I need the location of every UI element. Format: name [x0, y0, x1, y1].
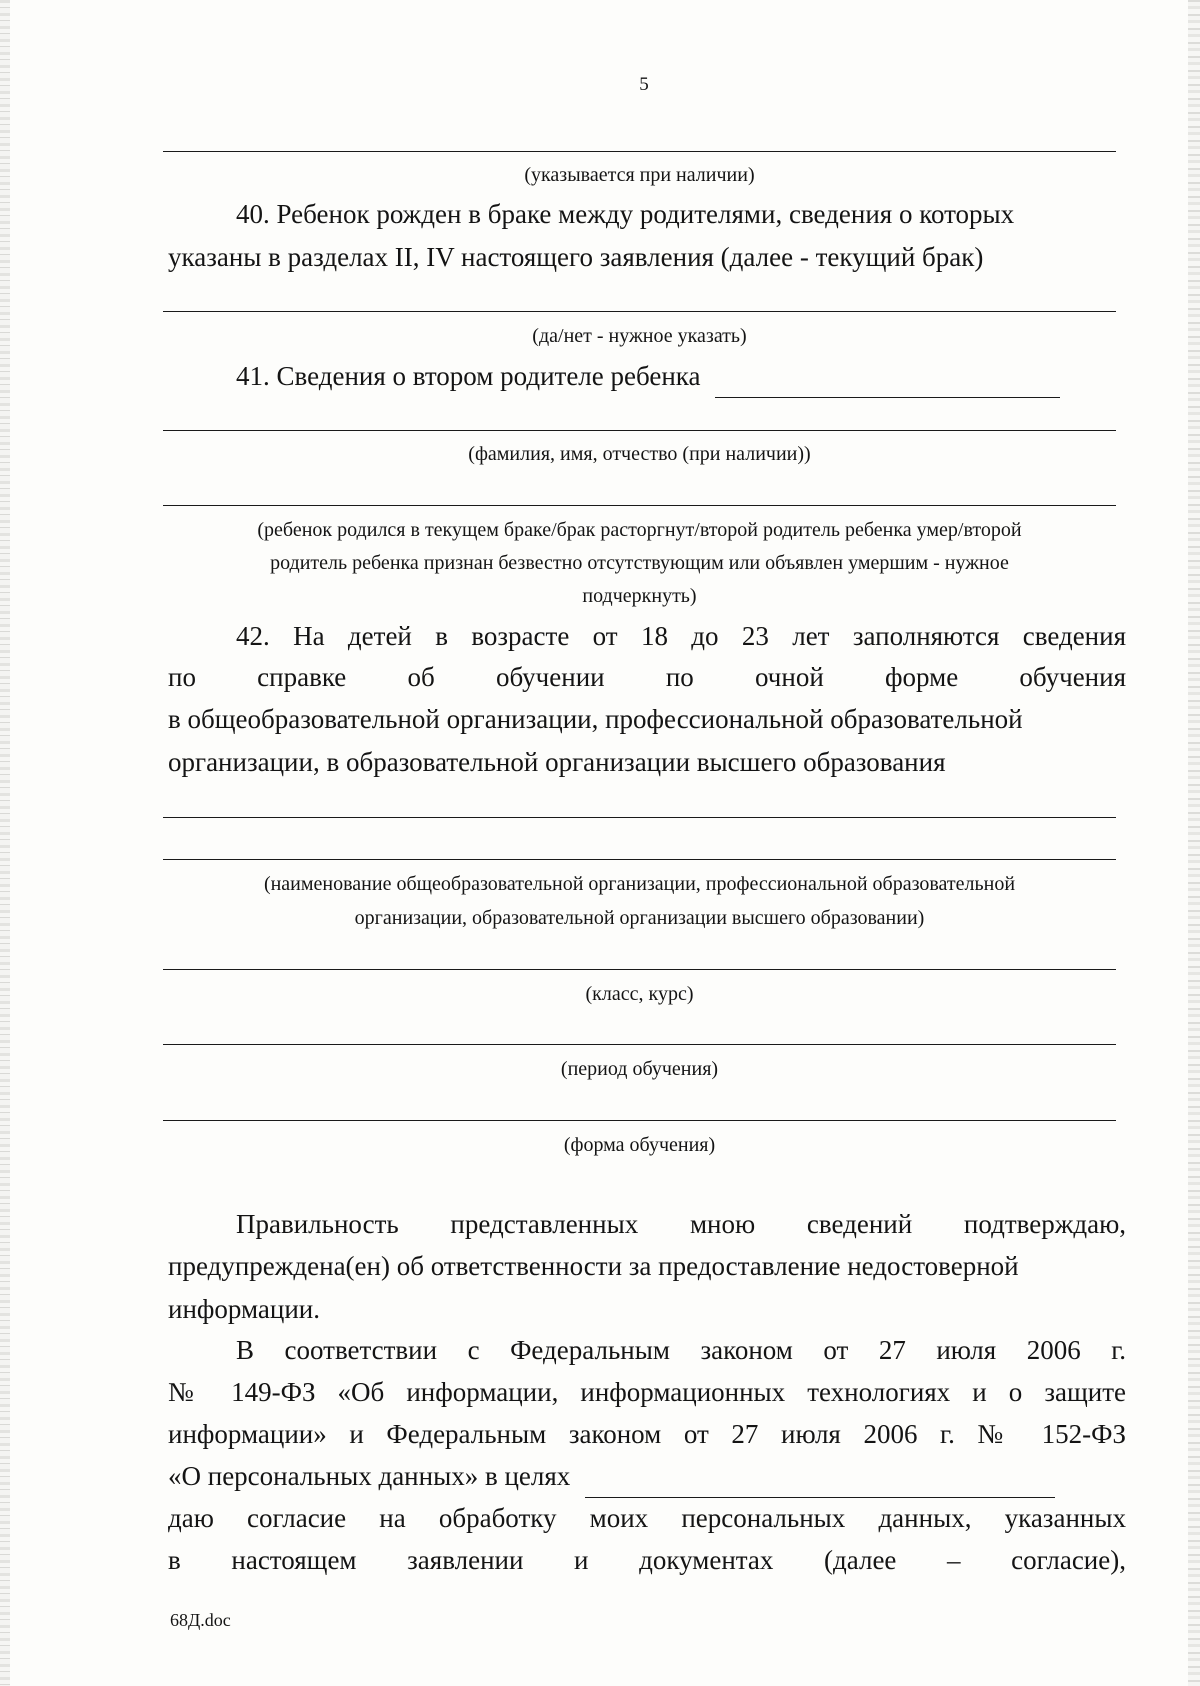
item-42-line-4: организации, в образовательной организации высшего образования [168, 747, 946, 777]
blank-line-org-name-1 [163, 817, 1116, 818]
blank-line-parent-status [163, 505, 1116, 506]
item-42-line-2: по справке об обучении по очной форме обучения [168, 662, 1126, 692]
page-number: 5 [639, 74, 649, 95]
confirmation-line-1: Правильность представленных мною сведений подтверждаю, [236, 1209, 1126, 1239]
blank-line-second-parent [163, 430, 1116, 431]
consent-line-4 [168, 1455, 1126, 1498]
consent-line-6: в настоящем заявлении и документах (далее – согласие), [168, 1545, 1126, 1575]
caption-study-form: (форма обучения) [563, 1134, 716, 1156]
blank-line-study-form [163, 1120, 1116, 1121]
caption-org-name-2: организации, образовательной организации высшего образовании) [354, 907, 925, 929]
caption-class-course: (класс, курс) [585, 983, 694, 1005]
second-parent-field [715, 355, 1060, 398]
footer-filename: 68Д.doc [170, 1610, 231, 1630]
caption-parent-status-1: (ребенок родился в текущем браке/брак расторгнут/второй родитель ребенка умер/второй [257, 519, 1022, 541]
blank-line-marriage [163, 311, 1116, 312]
consent-purpose-field [585, 1455, 1055, 1498]
blank-line-class-course [163, 969, 1116, 970]
consent-line-1: В соответствии с Федеральным законом от 27 июля 2006 г. [236, 1335, 1126, 1365]
caption-full-name: (фамилия, имя, отчество (при наличии)) [468, 443, 811, 465]
blank-line-study-period [163, 1044, 1116, 1045]
blank-line-org-name-2 [163, 859, 1116, 860]
consent-purpose-label: «О персональных данных» в целях [168, 1461, 571, 1491]
consent-line-5: даю согласие на обработку моих персональных данных, указанных [168, 1503, 1126, 1533]
caption-yes-no: (да/нет - нужное указать) [532, 325, 747, 347]
item-41-label: 41. Сведения о втором родителе ребенка [236, 361, 701, 391]
caption-if-available: (указывается при наличии) [524, 164, 755, 186]
item-40-line-1: 40. Ребенок рожден в браке между родителями, сведения о которых [236, 199, 1015, 229]
item-42-line-3: в общеобразовательной организации, профессиональной образовательной [168, 704, 1023, 734]
item-42-line-1: 42. На детей в возрасте от 18 до 23 лет заполняются сведения [236, 621, 1126, 651]
caption-org-name-1: (наименование общеобразовательной организации, профессиональной образовательной [263, 873, 1016, 895]
item-41-paragraph [168, 355, 1126, 398]
scan-edge-left [0, 0, 10, 1686]
blank-line-previous-field [163, 151, 1116, 152]
scan-edge-right [1188, 0, 1200, 1686]
confirmation-line-3: информации. [168, 1294, 320, 1324]
consent-line-3: информации» и Федеральным законом от 27 июля 2006 г. № 152-ФЗ [168, 1419, 1126, 1449]
confirmation-line-2: предупреждена(ен) об ответственности за предоставление недостоверной [168, 1251, 1019, 1281]
item-40-line-2: указаны в разделах II, IV настоящего заявления (далее - текущий брак) [168, 242, 984, 272]
consent-line-2: № 149-ФЗ «Об информации, информационных технологиях и о защите [168, 1377, 1126, 1407]
caption-parent-status-2: родитель ребенка признан безвестно отсутствующим или объявлен умершим - нужное [270, 552, 1009, 574]
caption-study-period: (период обучения) [560, 1058, 719, 1080]
caption-parent-status-3: подчеркнуть) [582, 585, 697, 607]
